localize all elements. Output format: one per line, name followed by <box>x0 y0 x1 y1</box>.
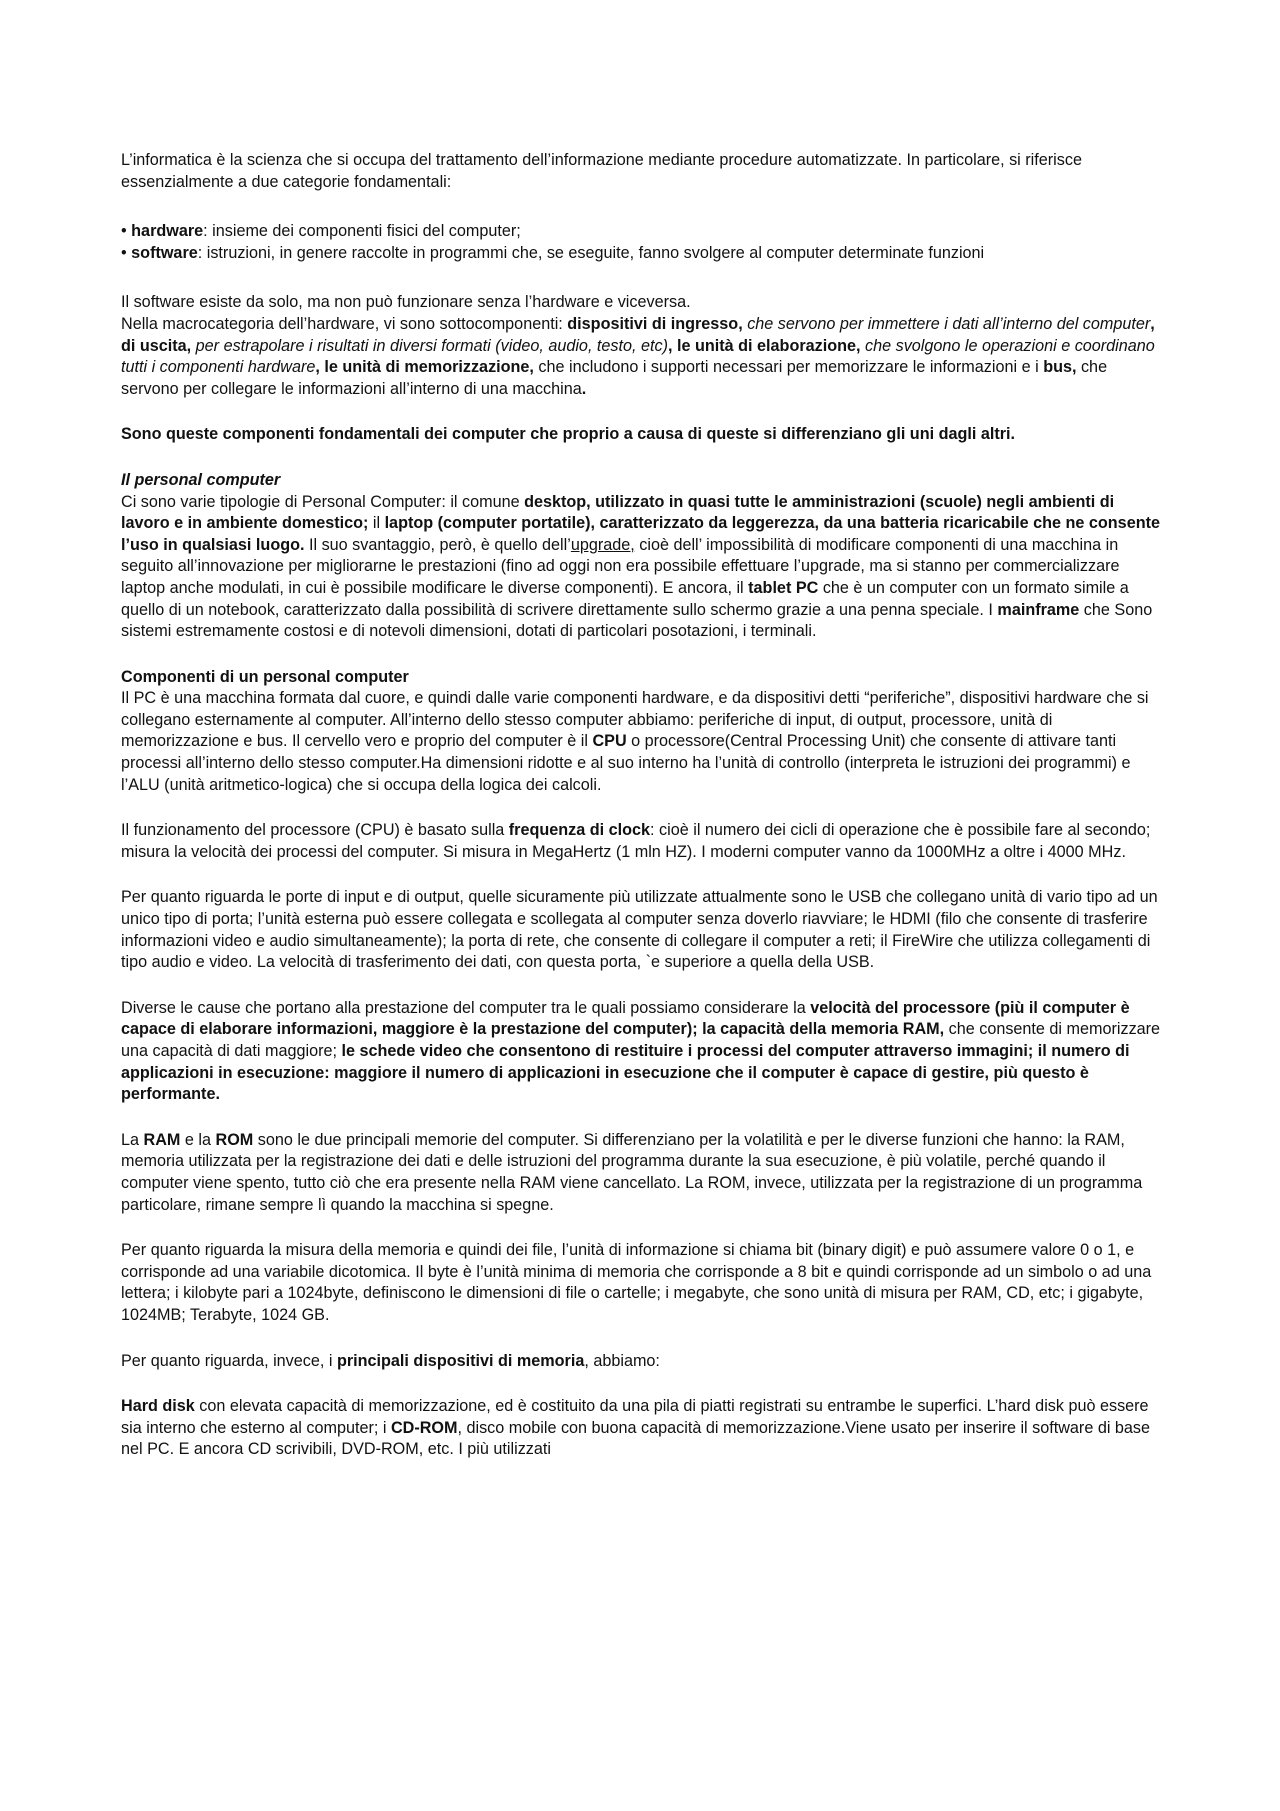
bullet-icon: • <box>121 243 127 262</box>
components-paragraph: Il PC è una macchina formata dal cuore, e quindi dalle varie componenti hardware, e da dispositivi detti “periferiche”, dispositivi hardware che si collegano esternamente al computer. All’interno dello stesso computer abbiamo: periferiche di input, di output, processore, unità di memorizzazione e bus. Il cervello vero e proprio del computer è il CPU o processore(Central Processing Unit) che consente di attivare tanti processi all’interno dello stesso computer.Ha dimensioni ridotte e al suo interno ha l’unità di controllo (interpreta le istruzioni dei programmi) e l’ALU (unità aritmetico-logica) che si occupa della logica dei calcoli. <box>121 689 1149 794</box>
ports-paragraph: Per quanto riguarda le porte di input e di output, quelle sicuramente più utilizzate attualmente sono le USB che collegano unità di vario tipo ad un unico tipo di porta; l’unità esterna può essere collegata e scollegata al computer senza doverlo riavviare; le HDMI (filo che consente di trasferire informazioni video e audio simultaneamente); la porta di rete, che consente di collegare il computer a reti; il FireWire che utilizza collegamenti di tipo audio e video. La velocità di trasferimento dei dati, con questa porta, `e superiore a quella della USB. <box>121 888 1158 972</box>
ram-rom-paragraph: La RAM e la ROM sono le due principali memorie del computer. Si differenziano per la volatilità e per le diverse funzioni che hanno: la RAM, memoria utilizzata per la registrazione dei dati e delle istruzioni del programma durante la sua esecuzione, è più volatile, perché quando il computer viene spento, tutto ciò che era presente nella RAM viene cancellato. La ROM, invece, utilizzata per la registrazione di un programma particolare, rimane sempre lì quando la macchina si spegne. <box>121 1130 1143 1214</box>
term-hardware: hardware <box>131 222 204 241</box>
bullet-icon: • <box>121 222 127 241</box>
term-software: software <box>131 243 198 262</box>
memory-units-paragraph: Per quanto riguarda la misura della memoria e quindi dei file, l’unità di informazione si chiama bit (binary digit) e può assumere valore 0 o 1, e corrisponde ad una variabile dicotomica. Il byte è l’unità minima di memoria che corrisponde a 8 bit e quindi corrisponde ad un simbolo o ad una lettera; i kilobyte pari a 1024byte, definiscono le dimensioni di file o cartelle; i megabyte, che sono unità di misura per RAM, CD, etc; i gigabyte, 1024MB; Terabyte, 1024 GB. <box>121 1241 1152 1324</box>
section-heading-components: Componenti di un personal computer <box>121 667 409 686</box>
list-item-software: • software: istruzioni, in genere raccolte in programmi che, se eseguite, fanno svolgere al computer determinate funzioni <box>121 243 985 262</box>
section-heading-personal-computer: Il personal computer <box>121 470 281 489</box>
bold-statement: Sono queste componenti fondamentali dei computer che proprio a causa di queste si differenziano gli uni dagli altri. <box>121 425 1016 444</box>
clock-paragraph: Il funzionamento del processore (CPU) è basato sulla frequenza di clock: cioè il numero dei cicli di operazione che è possibile fare al secondo; misura la velocità dei processi del computer. Si misura in MegaHertz (1 mln HZ). I moderni computer vanno da 1000MHz a oltre i 4000 MHz. <box>121 821 1151 861</box>
upgrade-term: upgrade, <box>570 535 635 554</box>
intro-paragraph: L’informatica è la scienza che si occupa del trattamento dell’informazione mediante procedure automatizzate. In particolare, si riferisce essenzialmente a due categorie fondamentali: <box>121 151 1082 191</box>
performance-paragraph: Diverse le cause che portano alla prestazione del computer tra le quali possiamo considerare la velocità del processore (più il computer è capace di elaborare informazioni, maggiore è la prestazione del computer); la capacità della memoria RAM, che consente di memorizzare una capacità di dati maggiore; le schede video che consentono di restituire i processi del computer attraverso immagini; il numero di applicazioni in esecuzione: maggiore il numero di applicazioni in esecuzione che il computer è capace di gestire, più questo è performante. <box>121 998 1161 1104</box>
memory-devices-intro: Per quanto riguarda, invece, i principali dispositivi di memoria, abbiamo: <box>121 1351 660 1370</box>
hard-disk-paragraph: Hard disk con elevata capacità di memorizzazione, ed è costituito da una pila di piatti registrati su entrambe le superfici. L’hard disk può essere sia interno che esterno al computer; i CD-ROM, disco mobile con buona capacità di memorizzazione.Viene usato per inserire il software di base nel PC. E ancora CD scrivibili, DVD-ROM, etc. I più utilizzati <box>121 1397 1151 1459</box>
personal-computer-paragraph: Ci sono varie tipologie di Personal Computer: il comune desktop, utilizzato in quasi tutte le amministrazioni (scuole) negli ambienti di lavoro e in ambiente domestico; il laptop (computer portatile), caratterizzato da leggerezza, da una batteria ricaricabile che ne consente l’uso in qualsiasi luogo. Il suo svantaggio, però, è quello dell’upgrade, cioè dell’ impossibilità di modificare componenti di una macchina in seguito all’innovazione per migliorarne le prestazioni (fino ad oggi non era possibile effettuare l’upgrade, ma si stanno per commercializzare laptop anche modulati, in cui è possibile modificare le diverse componenti). E ancora, il tablet PC che è un computer con un formato simile a quello di un notebook, caratterizzato dalla possibilità di scrivere direttamente sullo schermo grazie a una penna speciale. I mainframe che Sono sistemi estremamente costosi e di notevoli dimensioni, dotati di particolari posotazioni, i terminali. <box>121 492 1160 641</box>
software-hardware-line: Il software esiste da solo, ma non può funzionare senza l’hardware e viceversa. <box>121 293 691 312</box>
macrocategory-paragraph: Nella macrocategoria dell’hardware, vi sono sottocomponenti: dispositivi di ingresso, che servono per immettere i dati all’interno del computer, di uscita, per estrapolare i risultati in diversi formati (video, audio, testo, etc), le unità di elaborazione, che svolgono le operazioni e coordinano tutti i componenti hardware, le unità di memorizzazione, che includono i supporti necessari per memorizzare le informazioni e i bus, che servono per collegare le informazioni all’interno di una macchina. <box>121 314 1155 398</box>
list-item-hardware: • hardware: insieme dei componenti fisici del computer; <box>121 222 521 241</box>
document-body <box>121 150 1166 1461</box>
